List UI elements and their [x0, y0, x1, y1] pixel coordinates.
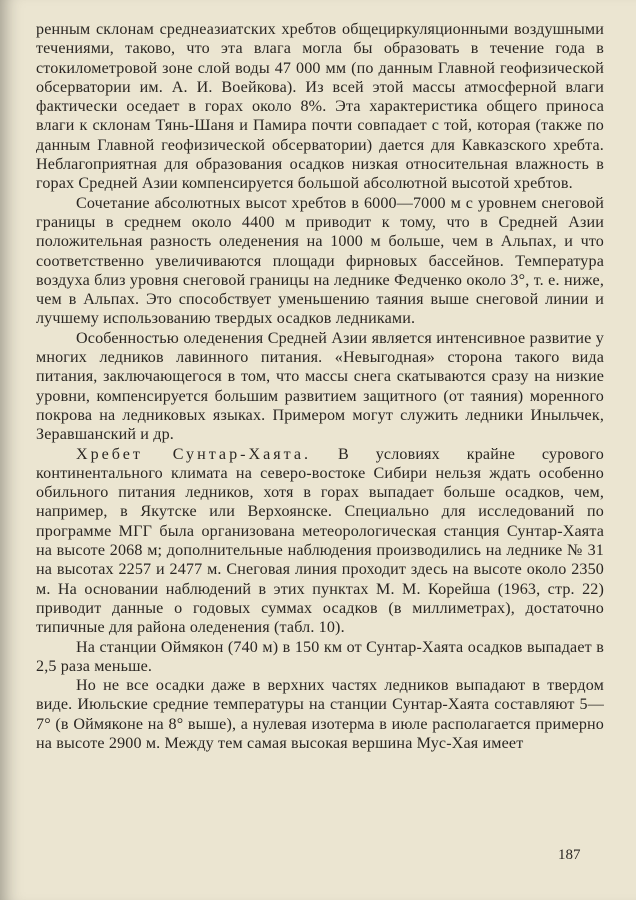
paragraph-2: Сочетание абсолютных высот хребтов в 6000—7000 м с уровнем снеговой границы в среднем около 4400 м приводит к тому, что в Средней Азии положительная разность оледенения на 1000 м больше, чем в Альпах, и что соответственно увеличиваются площади фирновых бассейнов. Температура воздуха близ уровня снеговой границы на леднике Федченко около 3°, т. е. ниже, чем в Альпах. Это способствует уменьшению таяния выше снеговой линии и лучшему использованию твердых осадков ледниками.	[36, 194, 604, 328]
section-paragraph-text: В условиях крайне сурового континентального климата на северо-востоке Сибири нельзя ждать особенно обильного питания ледников, хотя в горах выпадает больше осадков, чем, например, в Якутске или Верхоянске. Специально для исследований по программе МГГ была организована метеорологическая станция Сунтар-Хаята на высоте 2068 м; дополнительные наблюдения производились на леднике № 31 на высотах 2257 и 2477 м. Снеговая линия проходит здесь на высоте около 2350 м. На основании наблюдений в этих пунктах М. М. Корейша (1963, стр. 22) приводит данные о годовых суммах осадков (в миллиметрах), достаточно типичные для района оледенения (табл. 10).	[36, 445, 604, 637]
paragraph-6: Но не все осадки даже в верхних частях ледников выпадают в твердом виде. Июльские средние температуры на станции Сунтар-Хаята составляют 5—7° (в Оймяконе на 8° выше), а нулевая изотерма в июле располагается примерно на высоте 2900 м. Между тем самая высокая вершина Мус-Хая имеет	[36, 677, 604, 752]
paragraph-3: Особенностью оледенения Средней Азии является интенсивное развитие у многих ледников лавинного питания. «Невыгодная» сторона такого вида питания, заключающегося в том, что массы снега скатываются сразу на низкие уровни, компенсируется большим развитием защитного (от таяния) моренного покрова на ледниковых языках. Примером могут служить ледники Иныльчек, Зеравшанский и др.	[36, 329, 604, 444]
paragraph-1: ренным склонам среднеазиатских хребтов общециркуляционными воздушными течениями, таково, что эта влага могла бы образовать в течение года в стокилометровой зоне слой воды 47 000 мм (по данным Главной геофизической обсерватории им. А. И. Воейкова). Из всей этой массы атмосферной влаги фактически оседает в горах около 8%. Эта характеристика общего приноса влаги к склонам Тянь-Шаня и Памира почти совпадает с той, которая (также по данным Главной геофизической обсерватории) дается для Кавказского хребта. Неблагоприятная для образования осадков низкая относительная влажность в горах Средней Азии компенсируется большой абсолютной высотой хребтов.	[36, 21, 604, 193]
page-text	[36, 20, 604, 753]
page-number: 187	[558, 847, 581, 863]
section-paragraph	[36, 445, 604, 638]
paragraph-5: На станции Оймякон (740 м) в 150 км от Сунтар-Хаята осадков выпадает в 2,5 раза меньше.	[36, 638, 604, 675]
section-heading: Хребет Сунтар-Хаята.	[76, 445, 312, 463]
